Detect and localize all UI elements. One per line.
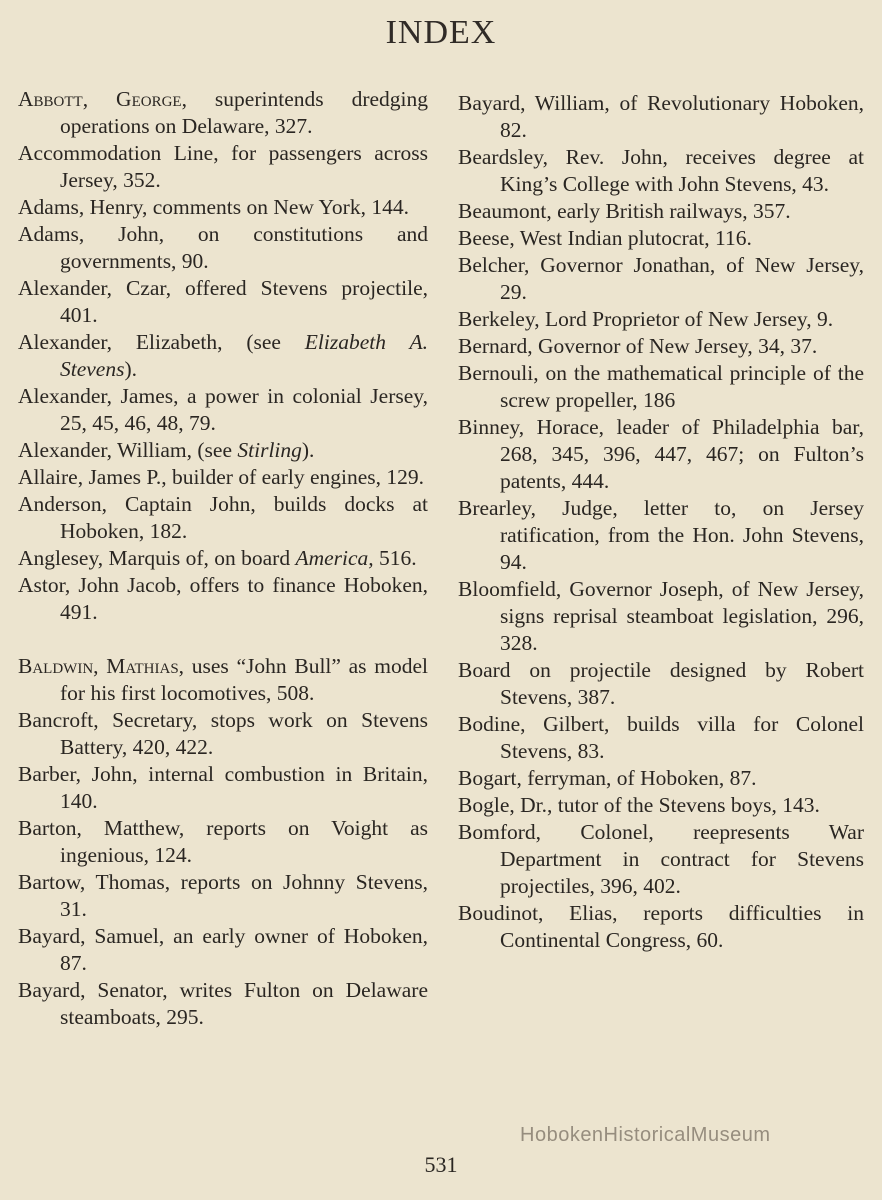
left-column <box>18 86 428 1031</box>
index-entry <box>458 576 864 657</box>
index-entry <box>18 545 428 572</box>
index-entry <box>458 360 864 414</box>
index-entry <box>18 194 428 221</box>
index-entry <box>18 86 428 140</box>
index-entry <box>458 711 864 765</box>
watermark: HobokenHistoricalMuseum <box>520 1124 771 1146</box>
index-entry <box>18 572 428 626</box>
right-column <box>458 90 864 954</box>
index-entry <box>18 707 428 761</box>
entry-text: Beese, West Indian plutocrat, 116. <box>458 226 752 250</box>
entry-heading: Abbott, George, <box>18 87 187 111</box>
index-entry <box>18 923 428 977</box>
entry-text: Alexander, William, (see <box>18 438 238 462</box>
entry-heading: Baldwin, Mathias, <box>18 654 185 678</box>
entry-text: Bayard, William, of Revolutionary Hoboken, 82. <box>458 91 864 142</box>
index-entry <box>458 414 864 495</box>
entry-suffix: 516. <box>373 546 417 570</box>
entry-text: Bancroft, Secretary, stops work on Stevens Battery, 420, 422. <box>18 708 428 759</box>
entry-text: Bomford, Colonel, reepresents War Department in contract for Stevens projectiles, 396, 402. <box>458 820 864 898</box>
page-number: 531 <box>424 1152 458 1177</box>
index-entry <box>458 819 864 900</box>
index-entry <box>18 815 428 869</box>
entry-text: Belcher, Governor Jonathan, of New Jersey, 29. <box>458 253 864 304</box>
entry-text: Binney, Horace, leader of Philadelphia bar, 268, 345, 396, 447, 467; on Fulton’s patents, 444. <box>458 415 864 493</box>
entry-text: Bartow, Thomas, reports on Johnny Stevens, 31. <box>18 870 428 921</box>
index-entry <box>18 221 428 275</box>
entry-text: Allaire, James P., builder of early engines, 129. <box>18 465 425 489</box>
entry-text: Brearley, Judge, letter to, on Jersey ratification, from the Hon. John Stevens, 94. <box>458 496 864 574</box>
index-entry <box>18 653 428 707</box>
index-entry <box>458 252 864 306</box>
entry-text: uses “John Bull” as model for his first locomotives, 508. <box>60 654 428 705</box>
index-entry <box>458 90 864 144</box>
entry-italic: Stirling <box>237 438 302 462</box>
entry-text: Alexander, Elizabeth, (see <box>18 330 305 354</box>
index-entry <box>18 464 428 491</box>
index-entry <box>18 383 428 437</box>
entry-text: Accommodation Line, for passengers across Jersey, 352. <box>18 141 428 192</box>
entry-text: Alexander, Czar, offered Stevens projectile, 401. <box>18 276 428 327</box>
entry-text: Berkeley, Lord Proprietor of New Jersey, 9. <box>458 307 834 331</box>
index-entry <box>18 491 428 545</box>
entry-text: Beardsley, Rev. John, receives degree at King’s College with John Stevens, 43. <box>458 145 864 196</box>
entry-text: Adams, John, on constitutions and governments, 90. <box>18 222 428 273</box>
index-entry <box>458 792 864 819</box>
index-entry <box>18 275 428 329</box>
entry-text: Adams, Henry, comments on New York, 144. <box>18 195 409 219</box>
index-entry <box>458 900 864 954</box>
entry-text: Bodine, Gilbert, builds villa for Colonel Stevens, 83. <box>458 712 864 763</box>
index-entry <box>458 765 864 792</box>
index-entry <box>458 144 864 198</box>
index-entry <box>18 329 428 383</box>
entry-text: Boudinot, Elias, reports difficulties in Continental Congress, 60. <box>458 901 864 952</box>
index-entry <box>18 140 428 194</box>
entry-text: Bloomfield, Governor Joseph, of New Jersey, signs reprisal steamboat legislation, 296, 328. <box>458 577 864 655</box>
entry-text: Bayard, Samuel, an early owner of Hoboken, 87. <box>18 924 428 975</box>
entry-text: Barber, John, internal combustion in Britain, 140. <box>18 762 428 813</box>
index-entry <box>18 869 428 923</box>
entry-text: Bayard, Senator, writes Fulton on Delaware steamboats, 295. <box>18 978 428 1029</box>
index-entry <box>458 306 864 333</box>
index-entry <box>458 657 864 711</box>
entry-text: Alexander, James, a power in colonial Jersey, 25, 45, 46, 48, 79. <box>18 384 428 435</box>
section-gap <box>18 626 428 653</box>
entry-suffix: ). <box>124 357 138 381</box>
index-entry <box>458 495 864 576</box>
entry-text: Bogle, Dr., tutor of the Stevens boys, 143. <box>458 793 820 817</box>
entry-text: Beaumont, early British railways, 357. <box>458 199 791 223</box>
index-entry <box>18 761 428 815</box>
entry-text: Bogart, ferryman, of Hoboken, 87. <box>458 766 757 790</box>
entry-italic: Elizabeth A. Stevens <box>60 330 428 381</box>
entry-text: Astor, John Jacob, offers to finance Hoboken, 491. <box>18 573 428 624</box>
index-entry <box>458 333 864 360</box>
index-entry <box>458 225 864 252</box>
entry-text: Anglesey, Marquis of, on board <box>18 546 296 570</box>
page-title: INDEX <box>385 14 497 51</box>
entry-text: Barton, Matthew, reports on Voight as ingenious, 124. <box>18 816 428 867</box>
entry-text: Bernard, Governor of New Jersey, 34, 37. <box>458 334 818 358</box>
entry-text: superintends dredging operations on Delaware, 327. <box>60 87 429 138</box>
entry-suffix: ). <box>301 438 315 462</box>
entry-text: Board on projectile designed by Robert Stevens, 387. <box>458 658 864 709</box>
entry-text: Bernouli, on the mathematical principle of the screw propeller, 186 <box>458 361 864 412</box>
entry-italic: America, <box>295 546 374 570</box>
index-entry <box>18 977 428 1031</box>
index-entry <box>18 437 428 464</box>
entry-text: Anderson, Captain John, builds docks at Hoboken, 182. <box>18 492 428 543</box>
index-entry <box>458 198 864 225</box>
